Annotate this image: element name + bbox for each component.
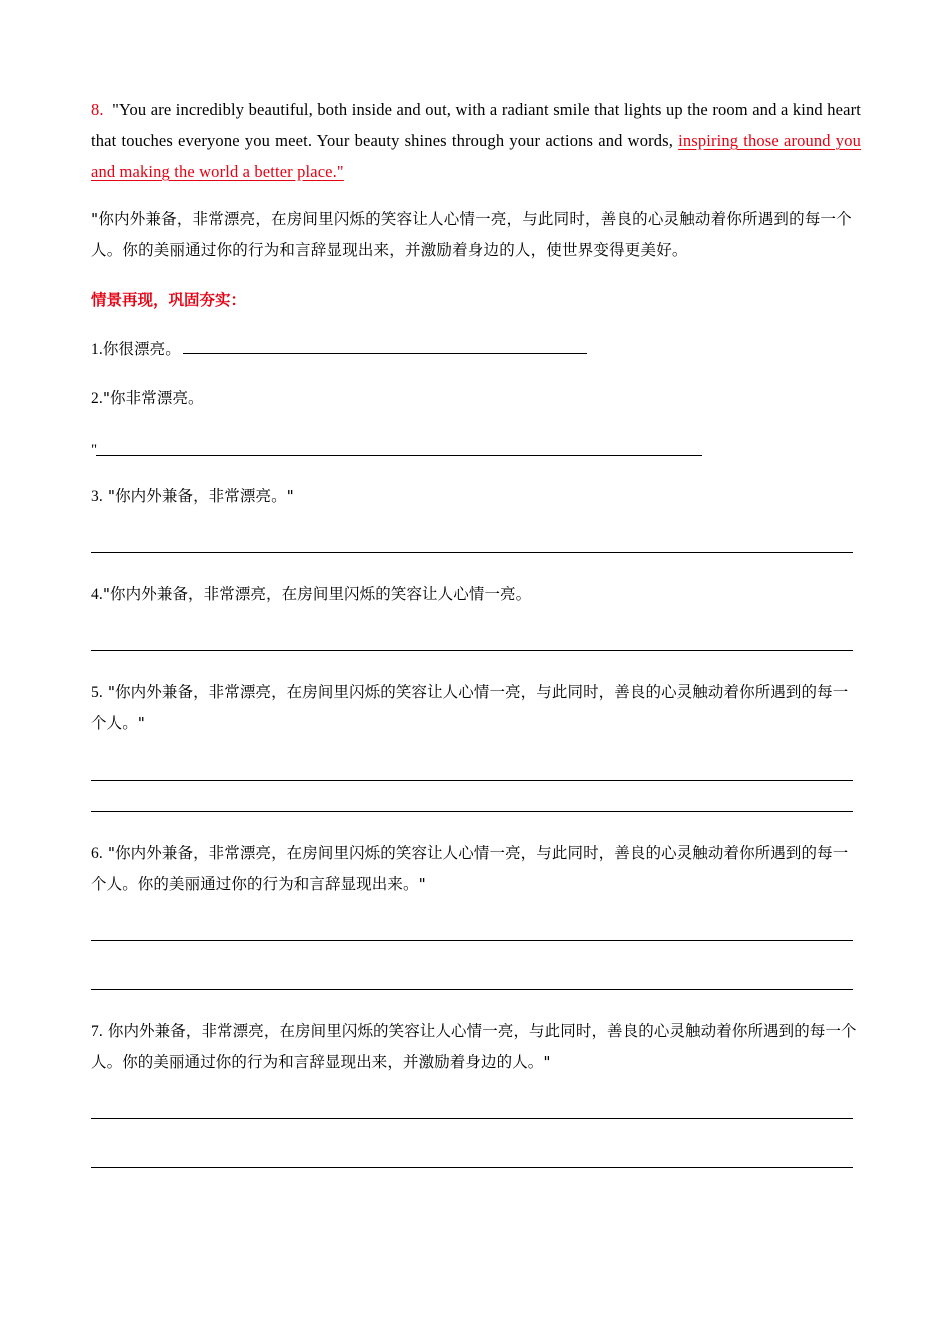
item-8-text: "You are incredibly beautiful, both inside and out, with a radiant smile that lights up the room and a kind heart that touches everyone you meet. Your beauty shines through your actions and words, <box>91 100 861 150</box>
exercise-5-number: 5. <box>91 684 103 701</box>
exercise-4 <box>91 579 861 610</box>
exercise-5 <box>91 677 861 739</box>
item-8-english <box>91 94 861 187</box>
exercise-5-text: "你内外兼备，非常漂亮，在房间里闪烁的笑容让人心情一亮，与此同时，善良的心灵触动着你所遇到的每一个人。" <box>91 683 849 732</box>
exercise-1-number: 1. <box>91 341 103 358</box>
exercise-4-text: "你内外兼备，非常漂亮，在房间里闪烁的笑容让人心情一亮。 <box>102 585 532 603</box>
exercise-1-answer-line[interactable] <box>183 352 587 354</box>
exercise-3-text: "你内外兼备，非常漂亮。" <box>102 487 294 505</box>
exercise-5-answer-line-2[interactable] <box>91 811 853 812</box>
exercise-5-answer-line-1[interactable] <box>91 780 853 781</box>
exercise-2-text: "你非常漂亮。 <box>102 389 204 407</box>
exercise-1-text: 你很漂亮。 <box>102 340 181 358</box>
exercise-1 <box>91 334 861 365</box>
document-page <box>91 0 861 1344</box>
section-heading: 情景再现，巩固夯实： <box>91 291 247 309</box>
exercise-7-answer-line-2[interactable] <box>91 1167 853 1168</box>
exercise-2-answer <box>91 440 861 460</box>
exercise-2-answer-line[interactable] <box>96 455 702 456</box>
exercise-7-text: 你内外兼备，非常漂亮，在房间里闪烁的笑容让人心情一亮，与此同时，善良的心灵触动着你所遇到的每一个人。你的美丽通过你的行为和言辞显现出来，并激励着身边的人。" <box>91 1022 857 1071</box>
exercise-6 <box>91 838 861 900</box>
exercise-7 <box>91 1016 861 1078</box>
exercise-3-number: 3. <box>91 488 103 505</box>
exercise-6-answer-line-2[interactable] <box>91 989 853 990</box>
exercise-3 <box>91 481 861 512</box>
exercise-6-text: "你内外兼备，非常漂亮，在房间里闪烁的笑容让人心情一亮，与此同时，善良的心灵触动着你所遇到的每一个人。你的美丽通过你的行为和言辞显现出来。" <box>91 844 849 893</box>
exercise-2-answer-quote: " <box>91 442 98 458</box>
exercise-4-answer-line[interactable] <box>91 650 853 651</box>
exercise-6-answer-line-1[interactable] <box>91 940 853 941</box>
exercise-2 <box>91 383 861 414</box>
exercise-3-answer-line[interactable] <box>91 552 853 553</box>
exercise-7-answer-line-1[interactable] <box>91 1118 853 1119</box>
item-8-translation: "你内外兼备，非常漂亮，在房间里闪烁的笑容让人心情一亮，与此同时，善良的心灵触动着你所遇到的每一个人。你的美丽通过你的行为和言辞显现出来，并激励着身边的人，使世界变得更美好。 <box>91 210 852 259</box>
exercise-2-number: 2. <box>91 390 103 407</box>
exercise-4-number: 4. <box>91 586 103 603</box>
item-8-highlight: inspiring those around you and making the world a better place." <box>91 131 862 181</box>
exercise-7-number: 7. <box>91 1023 103 1040</box>
exercise-6-number: 6. <box>91 845 103 862</box>
item-8-number: 8. <box>91 100 104 119</box>
